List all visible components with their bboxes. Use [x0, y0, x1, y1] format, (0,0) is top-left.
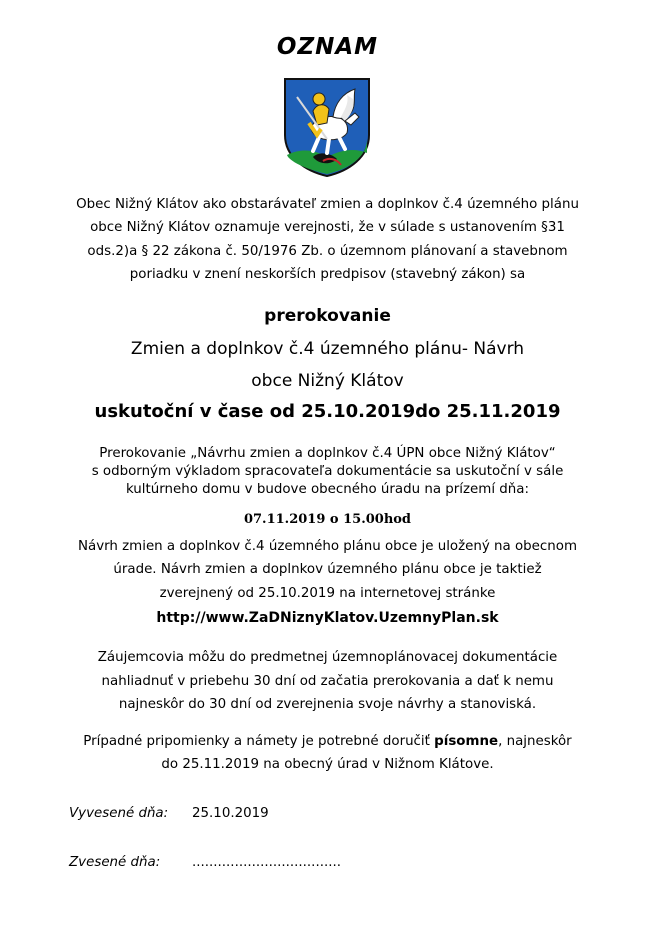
discussion-line: Prerokovanie „Návrhu zmien a doplnkov č.4 ÚPN obce Nižný Klátov“ [99, 446, 556, 461]
heading-date-range: uskutoční v čase od 25.10.2019do 25.11.2019 [94, 401, 561, 422]
publication-line: zverejnený od 25.10.2019 na internetovej stránke [159, 586, 496, 601]
publication-line: úrade. Návrh zmien a doplnkov územného plánu obce je taktiež [113, 562, 542, 577]
intro-line: ods.2)a § 22 zákona č. 50/1976 Zb. o územnom plánovaní a stavebnom [87, 244, 568, 259]
discussion-line: kultúrneho domu v budove obecného úradu na prízemí dňa: [125, 482, 530, 497]
posted-label: Vyvesené dňa: [69, 806, 169, 821]
meeting-datetime: 07.11.2019 o 15.00hod [243, 512, 412, 527]
intro-line: obce Nižný Klátov oznamuje verejnosti, že v súlade s ustanovením §31 [90, 220, 565, 235]
remarks-text: Prípadné pripomienky a námety je potrebné doručiť [83, 734, 435, 749]
interest-line: Záujemcovia môžu do predmetnej územnoplánovacej dokumentácie [97, 650, 558, 665]
posted-value: 25.10.2019 [192, 806, 269, 821]
publication-line: Návrh zmien a doplnkov č.4 územného plánu obce je uložený na obecnom [77, 539, 578, 554]
heading-prerokovanie: prerokovanie [264, 306, 391, 326]
remarks-text: , najneskôr [498, 734, 572, 749]
removed-label: Zvesené dňa: [69, 855, 161, 870]
remarks-emphasis: písomne [434, 734, 499, 749]
remarks-line: do 25.11.2019 na obecný úrad v Nižnom Klátove. [161, 757, 494, 772]
discussion-line: s odborným výkladom spracovateľa dokumentácie sa uskutoční v sále [91, 464, 564, 479]
heading-municipality: obce Nižný Klátov [251, 371, 404, 391]
website-link[interactable]: http://www.ZaDNiznyKlatov.UzemnyPlan.sk [156, 610, 499, 626]
interest-line: nahliadnuť v priebehu 30 dní od začatia prerokovania a dať k nemu [101, 674, 554, 689]
notice-title: OZNAM [276, 34, 379, 60]
interest-line: najneskôr do 30 dní od zverejnenia svoje návrhy a stanoviská. [118, 697, 537, 712]
intro-line: Obec Nižný Klátov ako obstarávateľ zmien a doplnkov č.4 územného plánu [76, 197, 579, 212]
heading-subject: Zmien a doplnkov č.4 územného plánu- Návrh [130, 339, 525, 359]
remarks-line [0, 730, 655, 753]
removed-value: ................................... [192, 855, 341, 870]
coat-of-arms-icon [283, 77, 371, 177]
intro-line: poriadku v znení neskorších predpisov (stavebný zákon) sa [129, 267, 526, 282]
